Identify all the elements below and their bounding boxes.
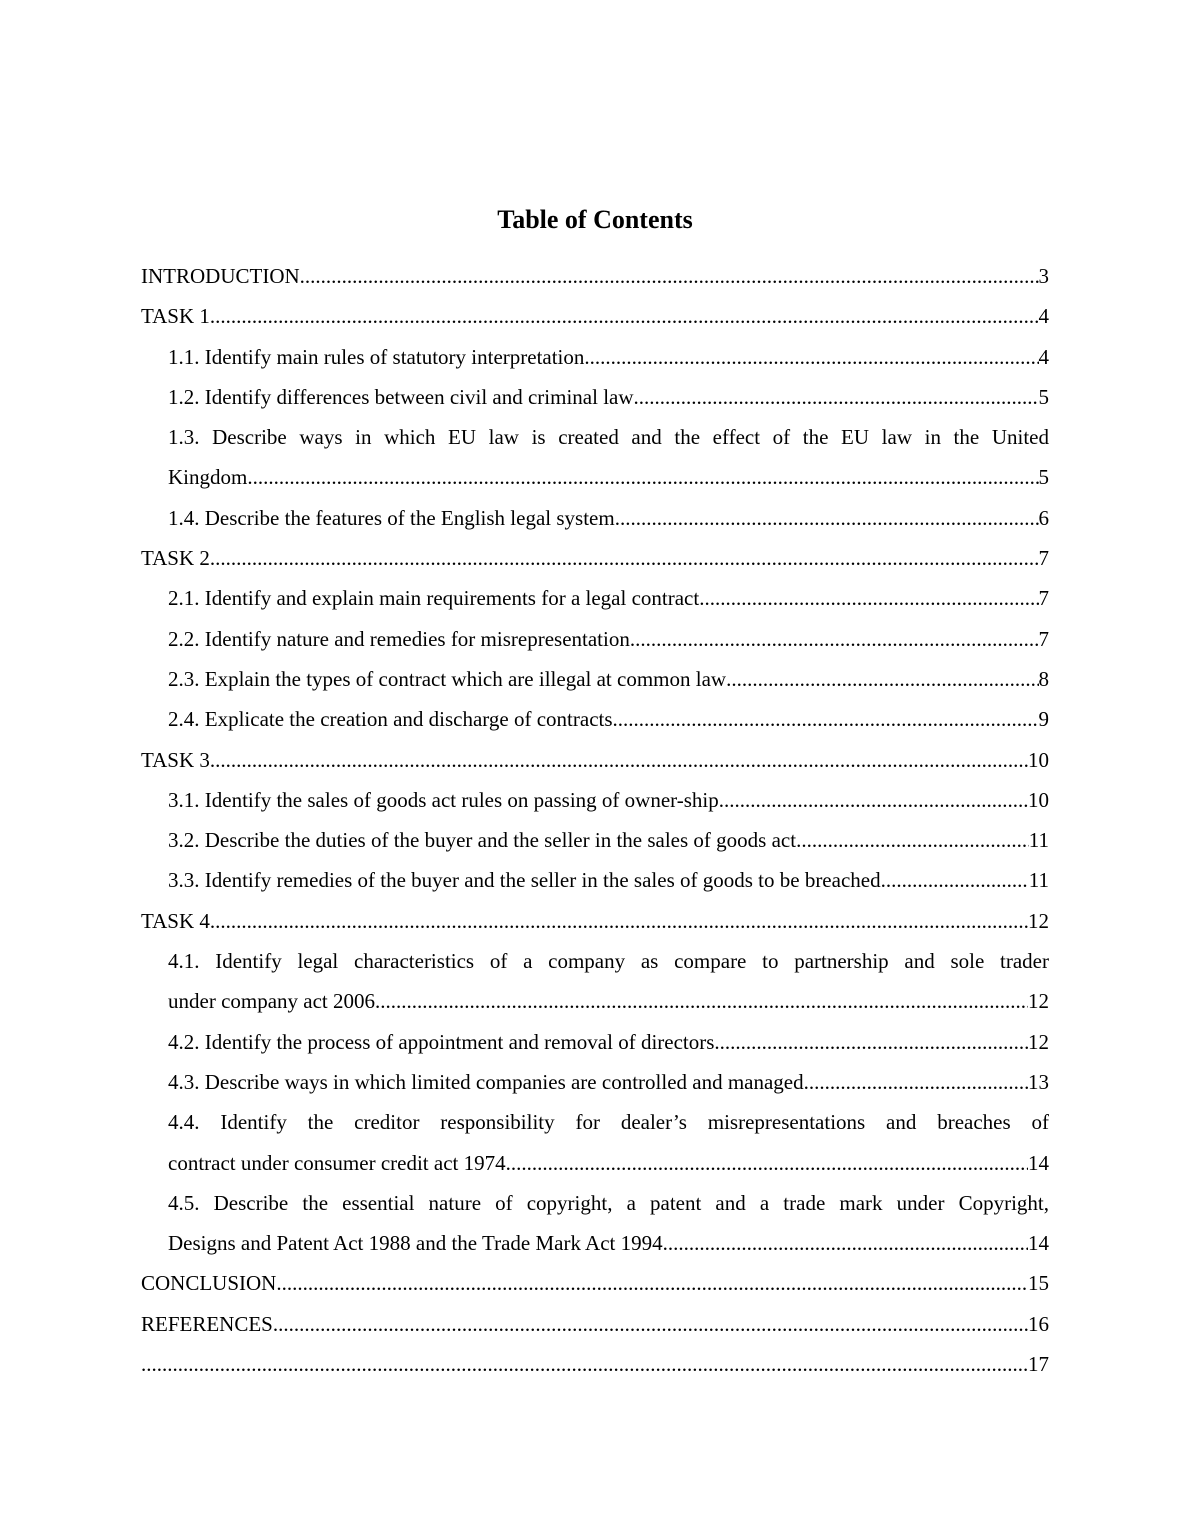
toc-section-entry[interactable]	[141, 296, 1049, 336]
toc-dot-leader	[273, 1304, 1028, 1344]
toc-entry-line	[168, 860, 1049, 900]
toc-entry-text: 2.1. Identify and explain main requirements for a legal contract	[168, 586, 700, 611]
toc-section-entry[interactable]	[141, 901, 1049, 941]
toc-subsection-entry[interactable]	[141, 1102, 1049, 1183]
toc-entry-text: 2.3. Explain the types of contract which are illegal at common law	[168, 666, 727, 691]
toc-page-number: 7	[1038, 586, 1049, 611]
toc-section-entry[interactable]	[141, 1344, 1049, 1384]
toc-entry-text: 1.4. Describe the features of the English legal system	[168, 505, 615, 530]
toc-section-entry[interactable]	[141, 256, 1049, 296]
toc-page-number: 10	[1028, 747, 1049, 772]
toc-subsection-entry[interactable]	[141, 498, 1049, 538]
toc-dot-leader	[375, 981, 1028, 1021]
toc-entry-text: REFERENCES	[141, 1311, 273, 1336]
toc-dot-leader	[699, 578, 1038, 618]
toc-entry-line	[141, 296, 1049, 336]
toc-entry-text: Designs and Patent Act 1988 and the Trade Mark Act 1994	[168, 1231, 663, 1256]
toc-entry-text: contract under consumer credit act 1974	[168, 1150, 506, 1175]
toc-page-number: 13	[1028, 1069, 1049, 1094]
toc-entry-text: 1.1. Identify main rules of statutory interpretation	[168, 344, 585, 369]
toc-entry-line	[168, 377, 1049, 417]
toc-subsection-entry[interactable]	[141, 659, 1049, 699]
toc-section-entry[interactable]	[141, 1263, 1049, 1303]
toc-entry-text: 4.2. Identify the process of appointment and removal of directors	[168, 1029, 715, 1054]
toc-entry-text: TASK 4	[141, 908, 210, 933]
toc-entry-line	[141, 538, 1049, 578]
toc-entry-line	[141, 256, 1049, 296]
toc-dot-leader	[804, 1062, 1028, 1102]
toc-page-number: 14	[1028, 1231, 1049, 1256]
toc-subsection-entry[interactable]	[141, 941, 1049, 1022]
toc-dot-leader	[506, 1143, 1028, 1183]
toc-entry-text-line1: 4.1. Identify legal characteristics of a company as compare to partnership and sole trader	[168, 949, 1049, 974]
toc-page-number: 15	[1028, 1271, 1049, 1296]
toc-section-entry[interactable]	[141, 1304, 1049, 1344]
toc-entry-line	[168, 1223, 1049, 1263]
toc-entry-text-line1: 4.5. Describe the essential nature of copyright, a patent and a trade mark under Copyright,	[168, 1190, 1049, 1215]
toc-page-number: 12	[1028, 1029, 1049, 1054]
toc-section-entry[interactable]	[141, 538, 1049, 578]
toc-subsection-entry[interactable]	[141, 578, 1049, 618]
toc-entry-line	[141, 740, 1049, 780]
toc-dot-leader	[726, 659, 1038, 699]
toc-page-number: 11	[1028, 828, 1049, 853]
toc-subsection-entry[interactable]	[141, 860, 1049, 900]
toc-dot-leader	[663, 1223, 1028, 1263]
toc-entry-text: 2.4. Explicate the creation and discharge of contracts	[168, 707, 613, 732]
toc-dot-leader	[796, 820, 1029, 860]
toc-dot-leader	[300, 256, 1039, 296]
toc-entry-line	[168, 981, 1049, 1021]
toc-entry-line	[168, 1143, 1049, 1183]
toc-page-number: 12	[1028, 908, 1049, 933]
toc-entry-text: 3.3. Identify remedies of the buyer and the seller in the sales of goods to be breached	[168, 868, 881, 893]
toc-entry-line	[168, 780, 1049, 820]
toc-entry-line	[168, 578, 1049, 618]
toc-page-number: 5	[1038, 384, 1049, 409]
toc-entry-text-line1: 4.4. Identify the creditor responsibility for dealer’s misrepresentations and breaches of	[168, 1110, 1049, 1135]
toc-entry-line	[168, 1062, 1049, 1102]
toc-subsection-entry[interactable]	[141, 619, 1049, 659]
toc-page-number: 8	[1038, 666, 1049, 691]
toc-page-number: 9	[1038, 707, 1049, 732]
toc-entry-text: Kingdom	[168, 465, 248, 490]
toc-entry-text: TASK 1	[141, 304, 210, 329]
toc-entry-text: TASK 2	[141, 546, 210, 571]
toc-subsection-entry[interactable]	[141, 1062, 1049, 1102]
toc-dot-leader	[276, 1263, 1028, 1303]
toc-entry-line	[168, 457, 1049, 497]
toc-dot-leader	[719, 780, 1028, 820]
toc-subsection-entry[interactable]	[141, 1183, 1049, 1264]
toc-page-number: 10	[1028, 787, 1049, 812]
toc-dot-leader	[634, 377, 1039, 417]
toc-page-number: 5	[1038, 465, 1049, 490]
toc-page-number: 4	[1038, 344, 1049, 369]
toc-title: Table of Contents	[497, 205, 693, 234]
toc-page-number: 12	[1028, 989, 1049, 1014]
toc-subsection-entry[interactable]	[141, 417, 1049, 498]
toc-entry-line	[168, 1022, 1049, 1062]
toc-subsection-entry[interactable]	[141, 780, 1049, 820]
toc-page-number: 11	[1028, 868, 1049, 893]
toc-entry-line	[168, 699, 1049, 739]
toc-page-number: 7	[1038, 626, 1049, 651]
toc-dot-leader	[584, 337, 1038, 377]
toc-dot-leader	[714, 1022, 1028, 1062]
toc-dot-leader	[881, 860, 1029, 900]
toc-dot-leader	[630, 619, 1039, 659]
toc-page-number: 17	[1028, 1352, 1049, 1377]
toc-entry-line	[168, 619, 1049, 659]
toc-entry-line	[141, 1344, 1049, 1384]
toc-entry-text: under company act 2006	[168, 989, 376, 1014]
table-of-contents	[141, 256, 1049, 1384]
toc-entry-line	[141, 901, 1049, 941]
toc-dot-leader	[615, 498, 1039, 538]
toc-entry-text: INTRODUCTION	[141, 264, 300, 288]
toc-page-number: 4	[1038, 304, 1049, 329]
toc-subsection-entry[interactable]	[141, 820, 1049, 860]
toc-dot-leader	[247, 457, 1038, 497]
toc-page-number: 6	[1038, 505, 1049, 530]
toc-entry-line	[141, 1263, 1049, 1303]
toc-dot-leader	[210, 538, 1039, 578]
toc-dot-leader	[210, 296, 1039, 336]
toc-dot-leader	[613, 699, 1039, 739]
toc-page-number: 14	[1028, 1150, 1049, 1175]
toc-entry-text: 4.3. Describe ways in which limited companies are controlled and managed	[168, 1069, 804, 1094]
toc-subsection-entry[interactable]	[141, 1022, 1049, 1062]
toc-entry-text: 3.1. Identify the sales of goods act rules on passing of owner-ship	[168, 787, 719, 812]
toc-subsection-entry[interactable]	[141, 699, 1049, 739]
toc-entry-line	[168, 498, 1049, 538]
toc-entry-text-line1: 1.3. Describe ways in which EU law is created and the effect of the EU law in the United	[168, 425, 1049, 450]
toc-dot-leader	[210, 901, 1028, 941]
toc-entry-text: 2.2. Identify nature and remedies for misrepresentation	[168, 626, 630, 651]
toc-entry-line	[141, 1304, 1049, 1344]
toc-entry-line	[168, 659, 1049, 699]
toc-page-number: 3	[1038, 264, 1049, 288]
toc-subsection-entry[interactable]	[141, 377, 1049, 417]
toc-subsection-entry[interactable]	[141, 337, 1049, 377]
toc-entry-line	[168, 820, 1049, 860]
toc-page-number: 7	[1038, 546, 1049, 571]
toc-page-number: 16	[1028, 1311, 1049, 1336]
toc-entry-text: CONCLUSION	[141, 1271, 277, 1296]
toc-section-entry[interactable]	[141, 740, 1049, 780]
toc-dot-leader	[210, 740, 1028, 780]
toc-entry-line	[168, 337, 1049, 377]
toc-entry-text: 1.2. Identify differences between civil and criminal law	[168, 384, 634, 409]
toc-entry-text: TASK 3	[141, 747, 210, 772]
toc-dot-leader	[141, 1344, 1028, 1384]
toc-entry-text: 3.2. Describe the duties of the buyer and the seller in the sales of goods act	[168, 828, 797, 853]
